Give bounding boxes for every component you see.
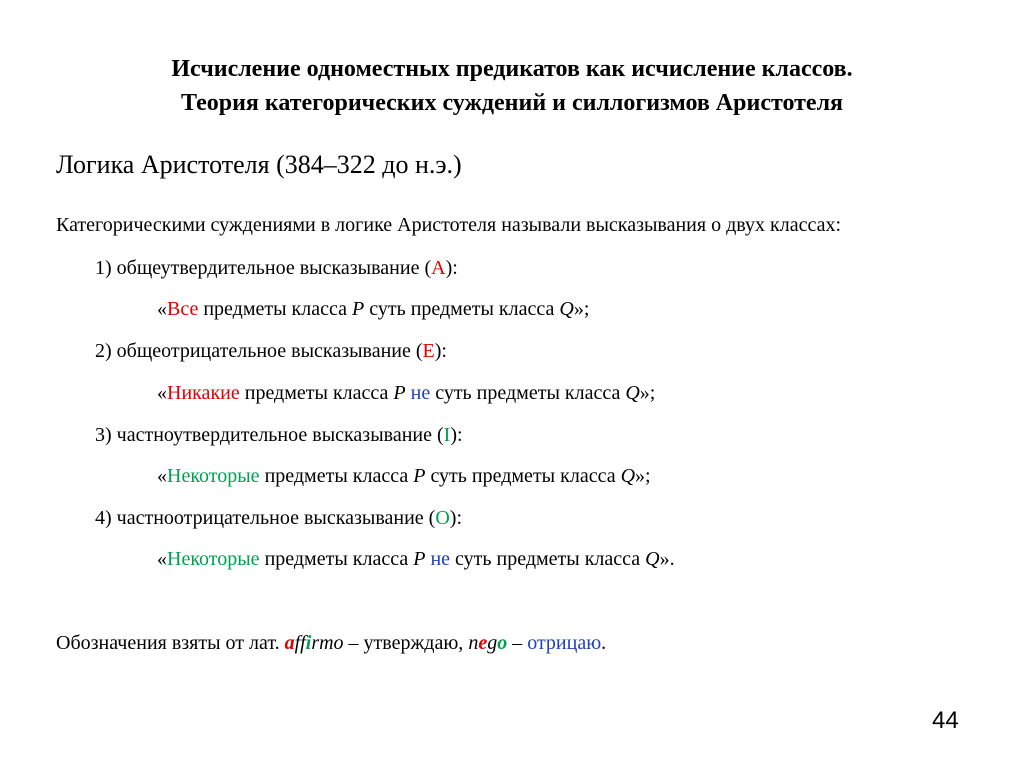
note-text: Обозначения взяты от лат. <box>56 632 285 654</box>
note-end: . <box>601 632 607 654</box>
class-q: Q <box>645 548 660 570</box>
judgment-heading-i <box>95 422 463 448</box>
quote-open: « <box>157 465 167 487</box>
quantifier-some: Некоторые <box>167 548 260 570</box>
judgment-heading-o <box>95 505 462 531</box>
class-q: Q <box>620 465 636 487</box>
example-text: суть предметы класса <box>430 382 626 404</box>
nego-g: g <box>487 632 498 654</box>
heading-text: 3) частноутвердительное высказывание ( <box>95 424 444 446</box>
notation-note <box>56 630 606 656</box>
quote-close: »; <box>639 382 656 404</box>
judgment-heading-e <box>95 338 447 364</box>
judgment-example-a <box>157 296 589 322</box>
letter-a: A <box>431 257 446 279</box>
example-text: предметы класса <box>259 548 414 570</box>
negation-word: не <box>425 548 451 570</box>
intro-text: Категорическими суждениями в логике Аристотеля называли высказывания о двух классах: <box>56 214 842 236</box>
class-p: P <box>352 298 365 320</box>
judgment-example-e <box>157 380 655 406</box>
quantifier-none: Никакие <box>167 382 240 404</box>
judgment-example-o <box>157 546 675 572</box>
example-text: предметы класса <box>259 465 414 487</box>
heading-text: 4) частноотрицательное высказывание ( <box>95 507 436 529</box>
nego-e: e <box>478 632 488 654</box>
affirmo-a: a <box>284 632 295 654</box>
quote-open: « <box>157 382 167 404</box>
nego-o: o <box>497 632 508 654</box>
slide-title-line-1: Исчисление одноместных предикатов как исчисление классов. <box>171 56 853 82</box>
judgment-heading-a <box>95 255 458 281</box>
negation-word: не <box>405 382 431 404</box>
note-text: – <box>507 632 528 654</box>
heading-close: ): <box>450 424 463 446</box>
example-text: суть предметы класса <box>450 548 646 570</box>
quote-close: »; <box>573 298 590 320</box>
class-q: Q <box>559 298 574 320</box>
affirmo-i: i <box>305 632 312 654</box>
subtitle: Логика Аристотеля (384–322 до н.э.) <box>56 150 462 179</box>
quote-close: ». <box>659 548 675 570</box>
page-number: 44 <box>932 707 959 734</box>
negate-word: отрицаю <box>527 632 602 654</box>
heading-close: ): <box>445 257 458 279</box>
letter-i: I <box>443 424 451 446</box>
letter-e: E <box>422 340 435 362</box>
example-text: предметы класса <box>198 298 352 320</box>
class-p: P <box>413 548 426 570</box>
affirmo-ff: ff <box>294 632 306 654</box>
quantifier-all: Все <box>167 298 199 320</box>
heading-close: ): <box>434 340 447 362</box>
judgment-example-i <box>157 463 651 489</box>
quantifier-some: Некоторые <box>167 465 260 487</box>
example-text: суть предметы класса <box>364 298 560 320</box>
quote-open: « <box>157 298 167 320</box>
class-p: P <box>393 382 406 404</box>
heading-close: ): <box>449 507 463 529</box>
example-text: суть предметы класса <box>425 465 621 487</box>
class-p: P <box>413 465 426 487</box>
affirmo-rest: rmo <box>311 632 344 654</box>
heading-text: 1) общеутвердительное высказывание ( <box>95 257 432 279</box>
quote-open: « <box>157 548 167 570</box>
example-text: предметы класса <box>239 382 394 404</box>
quote-close: »; <box>635 465 651 487</box>
slide-title-line-2: Теория категорических суждений и силлогизмов Аристотеля <box>180 90 844 116</box>
letter-o: O <box>435 507 450 529</box>
class-q: Q <box>625 382 640 404</box>
heading-text: 2) общеотрицательное высказывание ( <box>95 340 423 362</box>
note-text: – утверждаю, <box>343 632 469 654</box>
nego-n: n <box>468 632 479 654</box>
